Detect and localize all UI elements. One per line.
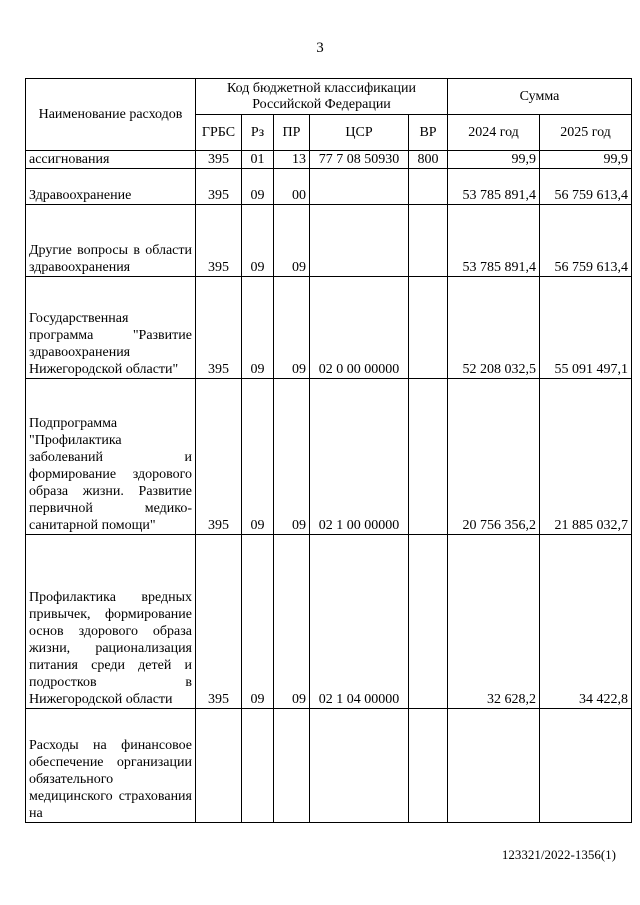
column-header-rz: Рз	[242, 115, 274, 151]
row-csr: 77 7 08 50930	[310, 151, 409, 169]
row-grbs: 395	[196, 535, 242, 709]
row-vr	[409, 709, 448, 823]
row-pr	[274, 709, 310, 823]
row-vr	[409, 535, 448, 709]
row-sum-2025: 99,9	[540, 151, 632, 169]
document-code: 123321/2022-1356(1)	[501, 847, 616, 862]
row-grbs: 395	[196, 379, 242, 535]
row-csr	[310, 205, 409, 277]
row-sum-2025: 34 422,8	[540, 535, 632, 709]
table-row	[26, 535, 632, 709]
row-sum-2024: 53 785 891,4	[448, 169, 540, 205]
row-csr	[310, 169, 409, 205]
row-grbs: 395	[196, 205, 242, 277]
row-rz: 09	[242, 277, 274, 379]
table-row	[26, 205, 632, 277]
row-vr	[409, 277, 448, 379]
row-grbs	[196, 709, 242, 823]
column-header-sum-group: Сумма	[448, 79, 632, 115]
row-pr: 09	[274, 535, 310, 709]
row-vr	[409, 169, 448, 205]
row-name: Государственная программа "Развитие здравоохранения Нижегородской области"	[26, 277, 196, 379]
row-name: Расходы на финансовое обеспечение организации обязательного медицинского страхования на	[26, 709, 196, 823]
row-sum-2025: 55 091 497,1	[540, 277, 632, 379]
row-grbs: 395	[196, 277, 242, 379]
row-pr: 09	[274, 277, 310, 379]
row-pr: 09	[274, 379, 310, 535]
row-sum-2024: 99,9	[448, 151, 540, 169]
row-rz: 01	[242, 151, 274, 169]
column-header-csr: ЦСР	[310, 115, 409, 151]
row-csr: 02 1 00 00000	[310, 379, 409, 535]
table-row	[26, 379, 632, 535]
row-pr: 00	[274, 169, 310, 205]
row-grbs: 395	[196, 169, 242, 205]
row-pr: 13	[274, 151, 310, 169]
row-sum-2025: 56 759 613,4	[540, 169, 632, 205]
row-name: ассигнования	[26, 151, 196, 169]
row-sum-2024: 52 208 032,5	[448, 277, 540, 379]
row-name: Профилактика вредных привычек, формирование основ здорового образа жизни, рационализация питания среди детей и подростков в Нижегородской области	[26, 535, 196, 709]
row-rz: 09	[242, 379, 274, 535]
row-csr: 02 0 00 00000	[310, 277, 409, 379]
column-header-grbs: ГРБС	[196, 115, 242, 151]
row-rz: 09	[242, 169, 274, 205]
table-row	[26, 151, 632, 169]
row-sum-2024: 32 628,2	[448, 535, 540, 709]
row-csr	[310, 709, 409, 823]
table-row	[26, 709, 632, 823]
column-header-2025: 2025 год	[540, 115, 632, 151]
row-sum-2025	[540, 709, 632, 823]
row-sum-2025: 56 759 613,4	[540, 205, 632, 277]
row-name: Другие вопросы в области здравоохранения	[26, 205, 196, 277]
row-sum-2024: 20 756 356,2	[448, 379, 540, 535]
column-header-2024: 2024 год	[448, 115, 540, 151]
row-grbs: 395	[196, 151, 242, 169]
column-header-code-group: Код бюджетной классификации Российской Федерации	[196, 79, 448, 115]
row-rz: 09	[242, 205, 274, 277]
row-vr	[409, 205, 448, 277]
row-pr: 09	[274, 205, 310, 277]
column-header-pr: ПР	[274, 115, 310, 151]
table-row	[26, 169, 632, 205]
row-name: Здравоохранение	[26, 169, 196, 205]
row-rz	[242, 709, 274, 823]
column-header-name: Наименование расходов	[26, 79, 196, 151]
row-name: Подпрограмма "Профилактика заболеваний и формирование здорового образа жизни. Развитие первичной медико-санитарной помощи"	[26, 379, 196, 535]
row-vr: 800	[409, 151, 448, 169]
table-row	[26, 277, 632, 379]
header-row-top	[26, 79, 632, 115]
budget-table	[25, 78, 632, 823]
page-number: 3	[316, 40, 324, 56]
row-sum-2025: 21 885 032,7	[540, 379, 632, 535]
row-sum-2024: 53 785 891,4	[448, 205, 540, 277]
row-vr	[409, 379, 448, 535]
row-rz: 09	[242, 535, 274, 709]
row-sum-2024	[448, 709, 540, 823]
column-header-vr: ВР	[409, 115, 448, 151]
row-csr: 02 1 04 00000	[310, 535, 409, 709]
